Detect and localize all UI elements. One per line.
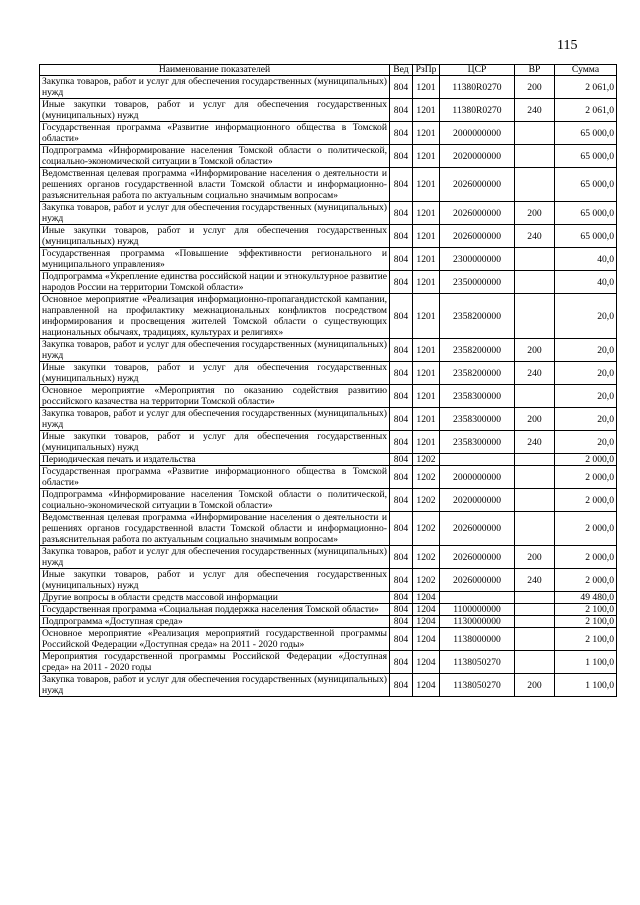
cell-name: Другие вопросы в области средств массовой информации (40, 592, 390, 604)
cell-csr: 2026000000 (440, 512, 515, 546)
cell-csr: 2026000000 (440, 202, 515, 225)
cell-rzpr: 1201 (413, 99, 440, 122)
cell-name: Государственная программа «Социальная поддержка населения Томской области» (40, 604, 390, 616)
cell-rzpr: 1204 (413, 592, 440, 604)
table-row (40, 271, 617, 294)
cell-csr: 2358200000 (440, 294, 515, 339)
cell-rzpr: 1201 (413, 122, 440, 145)
cell-rzpr: 1202 (413, 569, 440, 592)
cell-sum: 20,0 (555, 339, 617, 362)
cell-name: Периодическая печать и издательства (40, 454, 390, 466)
cell-csr: 2358300000 (440, 408, 515, 431)
cell-sum: 2 000,0 (555, 466, 617, 489)
cell-rzpr: 1201 (413, 339, 440, 362)
cell-rzpr: 1201 (413, 76, 440, 99)
cell-sum: 20,0 (555, 408, 617, 431)
table-row (40, 339, 617, 362)
cell-rzpr: 1201 (413, 145, 440, 168)
table-row (40, 202, 617, 225)
cell-ved: 804 (390, 628, 413, 651)
cell-rzpr: 1204 (413, 628, 440, 651)
cell-name: Основное мероприятие «Реализация информационно-пропагандистской кампании, направленной на профилактику межнациональных конфликтов посредством информирования и просвещения жителей Томской области о существующих национальных обычаях, традициях, культурах и религиях» (40, 294, 390, 339)
cell-rzpr: 1204 (413, 616, 440, 628)
table-row (40, 294, 617, 339)
cell-vr: 240 (515, 99, 555, 122)
cell-vr: 200 (515, 202, 555, 225)
table-row (40, 248, 617, 271)
table-row (40, 385, 617, 408)
cell-csr: 11380R0270 (440, 99, 515, 122)
cell-sum: 65 000,0 (555, 168, 617, 202)
table-row (40, 168, 617, 202)
cell-csr: 2358300000 (440, 431, 515, 454)
cell-name: Закупка товаров, работ и услуг для обеспечения государственных (муниципальных) нужд (40, 408, 390, 431)
cell-csr: 1100000000 (440, 604, 515, 616)
header-ved: Вед (390, 65, 413, 76)
cell-csr: 11380R0270 (440, 76, 515, 99)
header-name: Наименование показателей (40, 65, 390, 76)
cell-name: Подпрограмма «Доступная среда» (40, 616, 390, 628)
cell-rzpr: 1204 (413, 674, 440, 697)
cell-vr (515, 294, 555, 339)
cell-sum: 20,0 (555, 294, 617, 339)
cell-ved: 804 (390, 145, 413, 168)
cell-name: Закупка товаров, работ и услуг для обеспечения государственных (муниципальных) нужд (40, 339, 390, 362)
table-row (40, 145, 617, 168)
cell-csr (440, 454, 515, 466)
cell-ved: 804 (390, 339, 413, 362)
table-row (40, 122, 617, 145)
cell-ved: 804 (390, 168, 413, 202)
cell-name: Подпрограмма «Информирование населения Томской области о политической, социально-экономической ситуации в Томской области» (40, 489, 390, 512)
cell-name: Государственная программа «Повышение эффективности регионального и муниципального управления» (40, 248, 390, 271)
cell-name: Иные закупки товаров, работ и услуг для обеспечения государственных (муниципальных) нужд (40, 99, 390, 122)
cell-sum: 65 000,0 (555, 202, 617, 225)
cell-ved: 804 (390, 592, 413, 604)
table-row (40, 604, 617, 616)
table-row (40, 569, 617, 592)
cell-csr: 2026000000 (440, 546, 515, 569)
cell-ved: 804 (390, 99, 413, 122)
cell-rzpr: 1202 (413, 454, 440, 466)
table-row (40, 512, 617, 546)
header-sum: Сумма (555, 65, 617, 76)
cell-vr (515, 145, 555, 168)
budget-table (39, 64, 617, 697)
cell-csr: 2350000000 (440, 271, 515, 294)
cell-vr: 240 (515, 362, 555, 385)
table-row (40, 99, 617, 122)
cell-rzpr: 1201 (413, 271, 440, 294)
cell-ved: 804 (390, 408, 413, 431)
cell-csr: 2020000000 (440, 489, 515, 512)
cell-rzpr: 1202 (413, 512, 440, 546)
cell-rzpr: 1202 (413, 466, 440, 489)
cell-name: Иные закупки товаров, работ и услуг для обеспечения государственных (муниципальных) нужд (40, 362, 390, 385)
cell-vr: 200 (515, 76, 555, 99)
table-row (40, 616, 617, 628)
cell-rzpr: 1201 (413, 225, 440, 248)
cell-ved: 804 (390, 489, 413, 512)
cell-csr: 2026000000 (440, 168, 515, 202)
cell-rzpr: 1201 (413, 202, 440, 225)
cell-vr (515, 454, 555, 466)
cell-ved: 804 (390, 385, 413, 408)
cell-ved: 804 (390, 248, 413, 271)
cell-ved: 804 (390, 546, 413, 569)
cell-ved: 804 (390, 271, 413, 294)
cell-name: Государственная программа «Развитие информационного общества в Томской области» (40, 466, 390, 489)
cell-csr: 1138050270 (440, 651, 515, 674)
cell-name: Мероприятия государственной программы Российской Федерации «Доступная среда» на 2011 - 2020 годы (40, 651, 390, 674)
cell-csr: 2000000000 (440, 466, 515, 489)
cell-name: Иные закупки товаров, работ и услуг для обеспечения государственных (муниципальных) нужд (40, 569, 390, 592)
cell-sum: 20,0 (555, 362, 617, 385)
cell-sum: 65 000,0 (555, 145, 617, 168)
cell-vr (515, 512, 555, 546)
cell-vr (515, 604, 555, 616)
cell-csr: 1138000000 (440, 628, 515, 651)
header-vr: ВР (515, 65, 555, 76)
cell-vr: 240 (515, 569, 555, 592)
cell-vr (515, 385, 555, 408)
cell-vr: 200 (515, 339, 555, 362)
cell-vr: 200 (515, 674, 555, 697)
cell-sum: 1 100,0 (555, 651, 617, 674)
table-row (40, 225, 617, 248)
cell-name: Подпрограмма «Информирование населения Томской области о политической, социально-экономической ситуации в Томской области» (40, 145, 390, 168)
table-row (40, 408, 617, 431)
cell-ved: 804 (390, 202, 413, 225)
cell-vr (515, 628, 555, 651)
cell-name: Государственная программа «Развитие информационного общества в Томской области» (40, 122, 390, 145)
cell-ved: 804 (390, 122, 413, 145)
cell-csr: 2026000000 (440, 569, 515, 592)
cell-vr (515, 489, 555, 512)
cell-csr: 2020000000 (440, 145, 515, 168)
cell-name: Основное мероприятие «Реализация мероприятий государственной программы Российской Федерации «Доступная среда» на 2011 - 2020 годы» (40, 628, 390, 651)
cell-ved: 804 (390, 454, 413, 466)
cell-rzpr: 1202 (413, 489, 440, 512)
cell-csr: 2300000000 (440, 248, 515, 271)
cell-rzpr: 1201 (413, 431, 440, 454)
cell-name: Ведомственная целевая программа «Информирование населения о деятельности и решениях органов государственной власти Томской области и информационно-разъяснительная работа по актуальным социально значимым вопросам» (40, 168, 390, 202)
cell-sum: 2 000,0 (555, 569, 617, 592)
header-rzpr: РзПр (413, 65, 440, 76)
cell-ved: 804 (390, 76, 413, 99)
table-row (40, 431, 617, 454)
cell-sum: 2 100,0 (555, 628, 617, 651)
cell-ved: 804 (390, 616, 413, 628)
cell-name: Закупка товаров, работ и услуг для обеспечения государственных (муниципальных) нужд (40, 674, 390, 697)
cell-sum: 2 061,0 (555, 99, 617, 122)
cell-csr: 2358200000 (440, 362, 515, 385)
cell-sum: 20,0 (555, 431, 617, 454)
cell-ved: 804 (390, 651, 413, 674)
cell-vr: 240 (515, 225, 555, 248)
cell-name: Закупка товаров, работ и услуг для обеспечения государственных (муниципальных) нужд (40, 202, 390, 225)
cell-ved: 804 (390, 604, 413, 616)
cell-vr (515, 592, 555, 604)
cell-sum: 65 000,0 (555, 225, 617, 248)
cell-sum: 1 100,0 (555, 674, 617, 697)
cell-vr: 200 (515, 546, 555, 569)
cell-sum: 2 100,0 (555, 604, 617, 616)
table-row (40, 651, 617, 674)
cell-rzpr: 1204 (413, 651, 440, 674)
table-row (40, 454, 617, 466)
cell-sum: 65 000,0 (555, 122, 617, 145)
cell-sum: 2 061,0 (555, 76, 617, 99)
cell-ved: 804 (390, 466, 413, 489)
cell-vr (515, 616, 555, 628)
cell-ved: 804 (390, 431, 413, 454)
cell-csr: 1130000000 (440, 616, 515, 628)
cell-rzpr: 1201 (413, 294, 440, 339)
cell-vr (515, 168, 555, 202)
table-row (40, 362, 617, 385)
cell-rzpr: 1201 (413, 385, 440, 408)
cell-vr (515, 248, 555, 271)
cell-ved: 804 (390, 569, 413, 592)
page-number: 115 (557, 38, 578, 53)
table-header-row (40, 65, 617, 76)
cell-name: Ведомственная целевая программа «Информирование населения о деятельности и решениях органов государственной власти Томской области и информационно-разъяснительная работа по актуальным социально значимым вопросам» (40, 512, 390, 546)
cell-name: Иные закупки товаров, работ и услуг для обеспечения государственных (муниципальных) нужд (40, 431, 390, 454)
cell-csr: 2026000000 (440, 225, 515, 248)
cell-name: Закупка товаров, работ и услуг для обеспечения государственных (муниципальных) нужд (40, 76, 390, 99)
cell-sum: 40,0 (555, 248, 617, 271)
cell-vr (515, 271, 555, 294)
cell-ved: 804 (390, 362, 413, 385)
cell-ved: 804 (390, 225, 413, 248)
table-row (40, 489, 617, 512)
cell-rzpr: 1201 (413, 168, 440, 202)
table-row (40, 674, 617, 697)
cell-sum: 20,0 (555, 385, 617, 408)
cell-csr: 1138050270 (440, 674, 515, 697)
cell-ved: 804 (390, 512, 413, 546)
cell-rzpr: 1201 (413, 362, 440, 385)
cell-vr: 240 (515, 431, 555, 454)
cell-vr (515, 651, 555, 674)
cell-csr (440, 592, 515, 604)
cell-name: Основное мероприятие «Мероприятия по оказанию содействия развитию российского казачества на территории Томской области» (40, 385, 390, 408)
cell-vr: 200 (515, 408, 555, 431)
cell-csr: 2358300000 (440, 385, 515, 408)
cell-sum: 2 000,0 (555, 454, 617, 466)
cell-name: Закупка товаров, работ и услуг для обеспечения государственных (муниципальных) нужд (40, 546, 390, 569)
cell-csr: 2000000000 (440, 122, 515, 145)
cell-rzpr: 1201 (413, 248, 440, 271)
table-row (40, 628, 617, 651)
header-csr: ЦСР (440, 65, 515, 76)
cell-name: Подпрограмма «Укрепление единства российской нации и этнокультурное развитие народов России на территории Томской области» (40, 271, 390, 294)
cell-vr (515, 122, 555, 145)
cell-name: Иные закупки товаров, работ и услуг для обеспечения государственных (муниципальных) нужд (40, 225, 390, 248)
cell-sum: 2 000,0 (555, 546, 617, 569)
cell-sum: 40,0 (555, 271, 617, 294)
cell-sum: 49 480,0 (555, 592, 617, 604)
cell-rzpr: 1202 (413, 546, 440, 569)
cell-vr (515, 466, 555, 489)
table-body (40, 76, 617, 697)
table-row (40, 76, 617, 99)
cell-sum: 2 000,0 (555, 512, 617, 546)
table-row (40, 592, 617, 604)
cell-ved: 804 (390, 294, 413, 339)
cell-rzpr: 1204 (413, 604, 440, 616)
cell-sum: 2 000,0 (555, 489, 617, 512)
cell-rzpr: 1201 (413, 408, 440, 431)
table-row (40, 546, 617, 569)
table-row (40, 466, 617, 489)
cell-ved: 804 (390, 674, 413, 697)
cell-csr: 2358200000 (440, 339, 515, 362)
cell-sum: 2 100,0 (555, 616, 617, 628)
